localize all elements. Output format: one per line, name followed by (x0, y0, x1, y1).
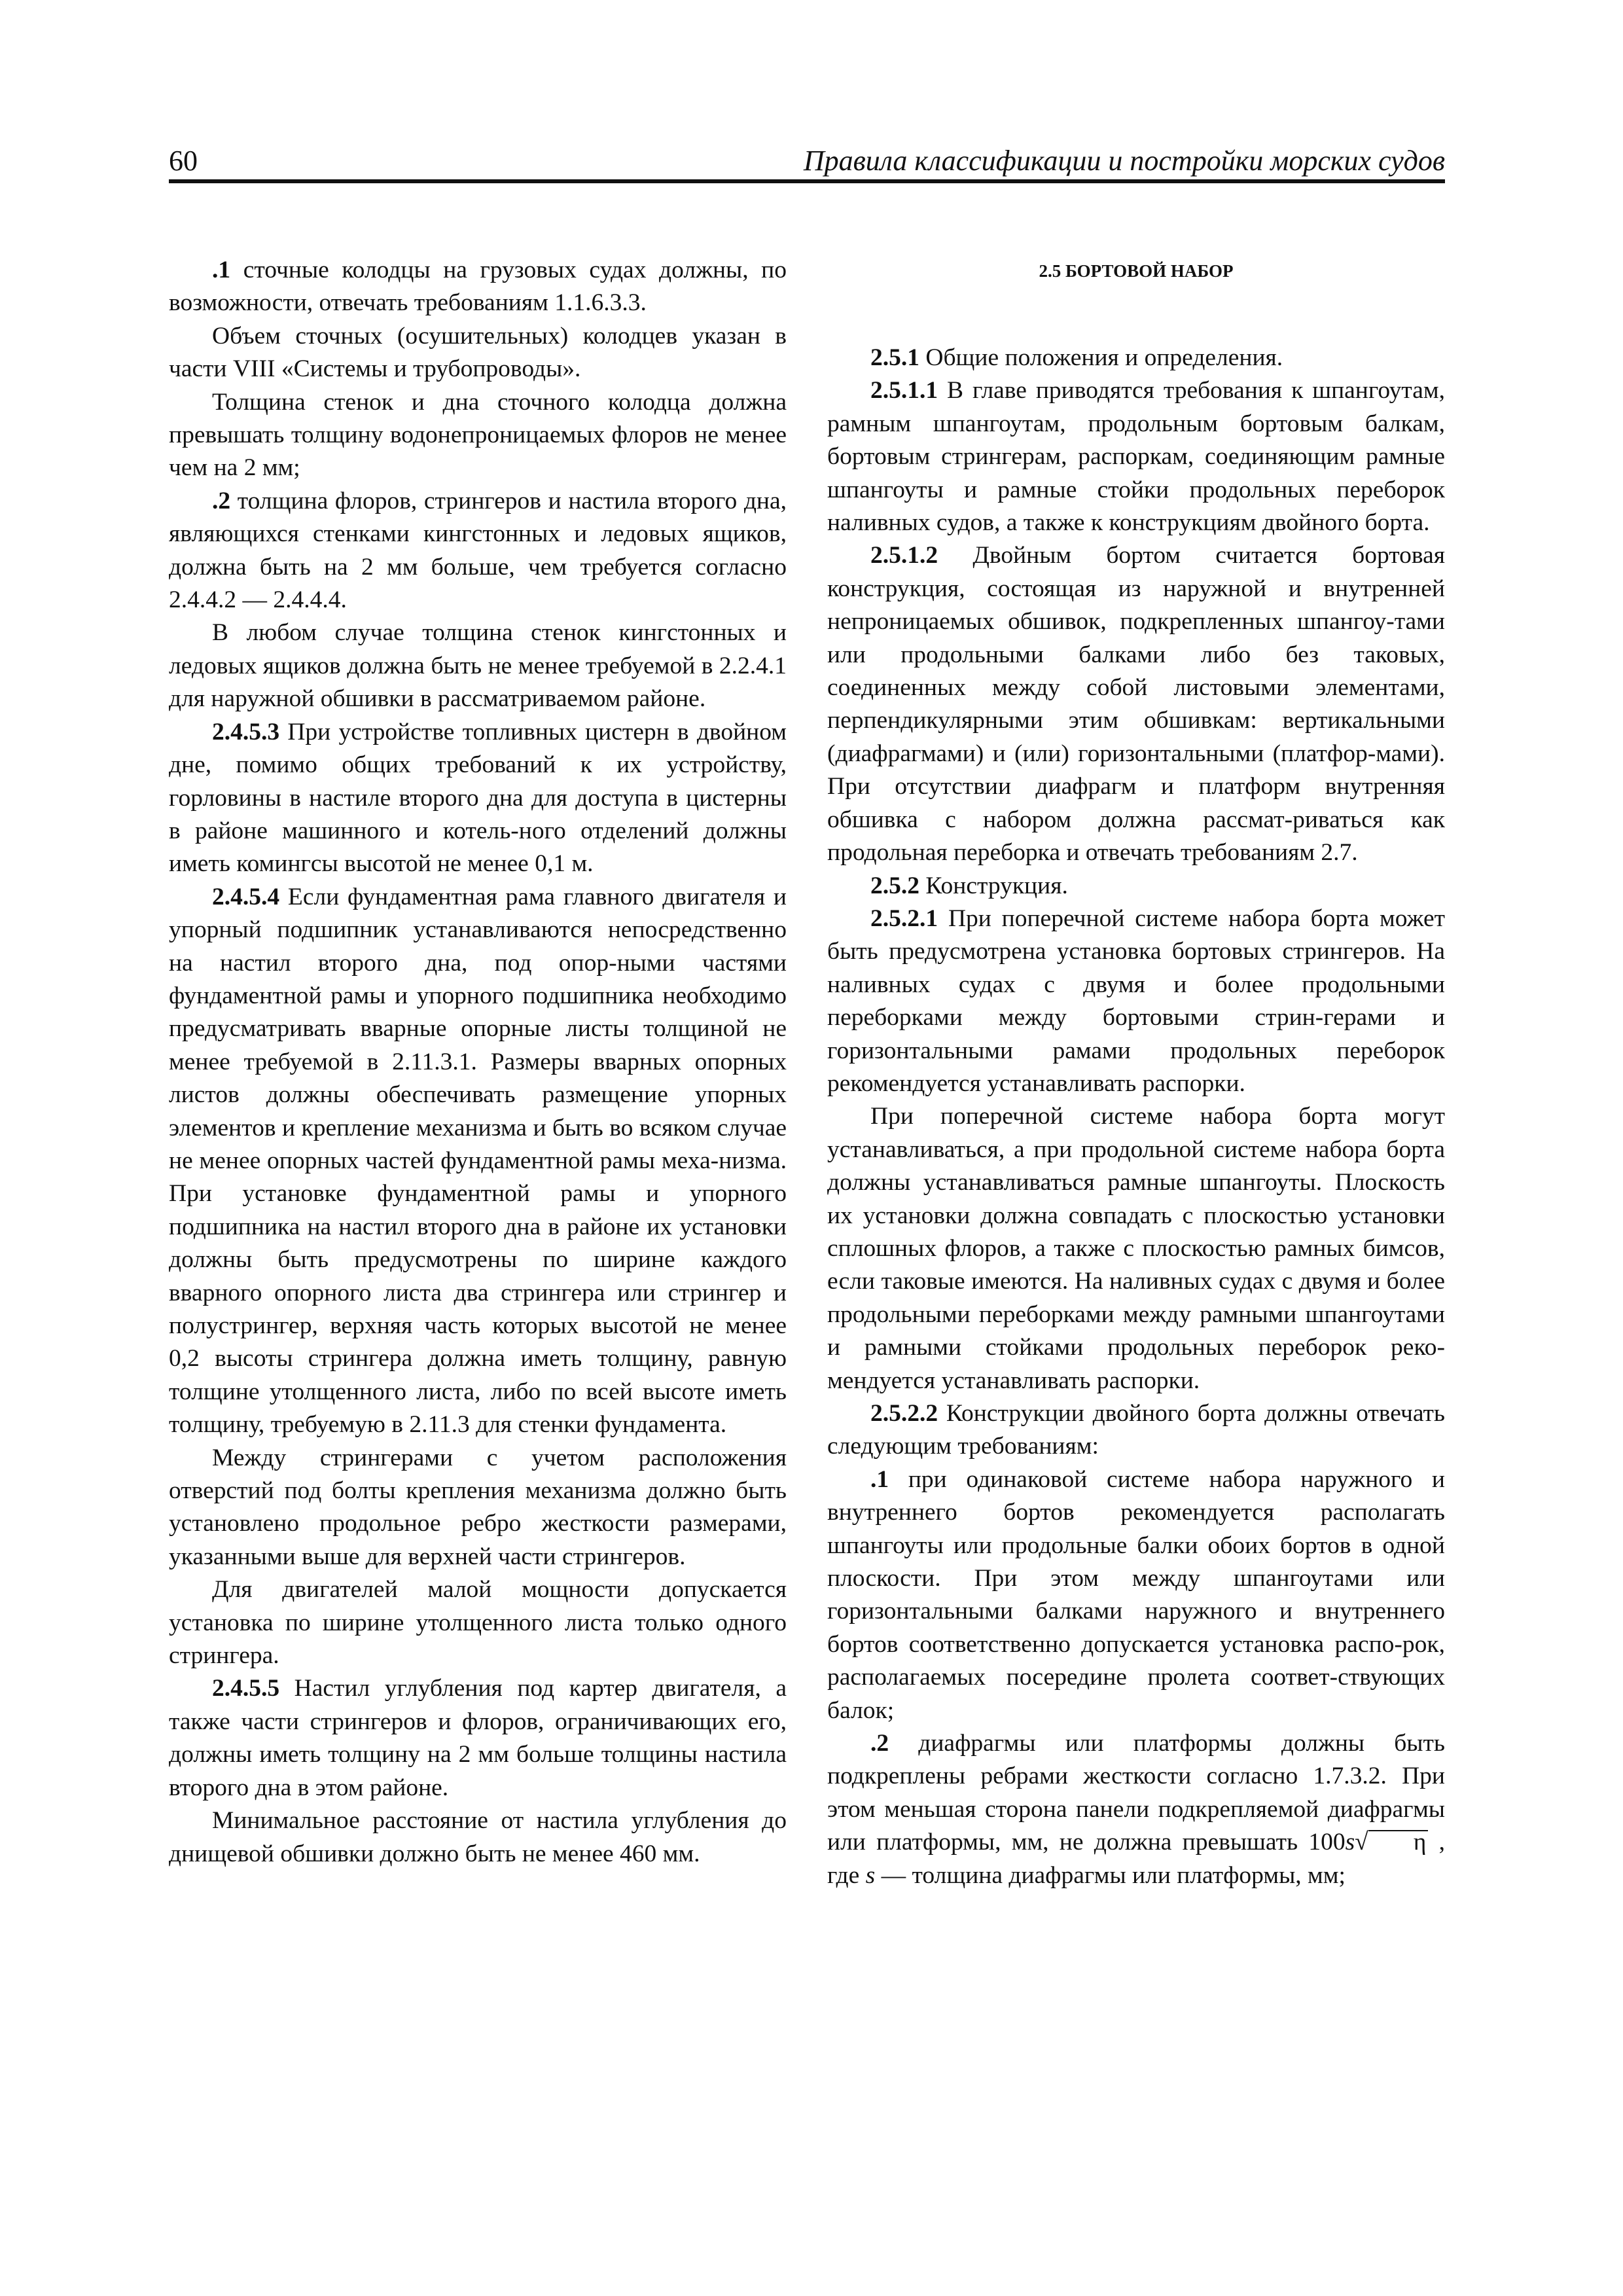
paragraph-text: сточные колодцы на грузовых судах должны, по возможности, отвечать требованиям 1.1.6.3.3. (169, 257, 787, 317)
formula-variable: s (1345, 1829, 1355, 1856)
clause-number: 2.5.2.2 (870, 1400, 938, 1427)
item-number: .1 (212, 257, 231, 283)
paragraph (827, 1727, 1445, 1892)
formula-radicand: η (1368, 1830, 1429, 1854)
section-title: 2.5 БОРТОВОЙ НАБОР (1039, 261, 1234, 281)
sqrt-icon: √ (1355, 1829, 1368, 1856)
paragraph: Между стрингерами с учетом расположения отверстий под болты крепления механизма должно быть установлено продольное ребро жесткости размерами, указанными выше для верхней части стрингеров. (169, 1444, 787, 1570)
item-number: .2 (870, 1730, 889, 1757)
paragraph-text: Настил углубления под картер двигателя, а также части стрингеров и флоров, ограничивающих его, должны иметь толщину на 2 мм больше толщины настила второго дна в этом районе. (169, 1675, 787, 1801)
paragraph (827, 374, 1445, 539)
paragraph-text: , где (827, 1829, 1445, 1889)
paragraph (169, 254, 787, 320)
clause-number: 2.5.1.2 (870, 542, 938, 569)
paragraph: При поперечной системе набора борта могут устанавливаться, а при продольной системе набора борта должны устанавливаться рамные шпангоуты. Плоскость их установки должна совпадать с плоскостью установки сплошных флоров, а также с плоскостью рамных бимсов, если таковые имеются. На наливных судах с двумя и более продольными переборками между рамными шпангоутами и рамными стойками продольных переборок реко-мендуется устанавливать распорки. (827, 1103, 1445, 1394)
formula-coefficient: 100 (1308, 1829, 1346, 1856)
paragraph (169, 881, 787, 1442)
right-column (827, 254, 1445, 1892)
running-title: Правила классификации и постройки морских судов (803, 145, 1445, 177)
paragraph-text: Двойным бортом считается бортовая конструкция, состоящая из наружной и внутренней непроницаемых обшивок, подкрепленных шпангоу-тами или продольными балками либо без таковых, соединенных между собой листовыми элементами, перпендикулярными этим обшивкам: вертикальными (диафрагмами) и (или) горизонтальными (платфор-мами). При отсутствии диафрагм и платформ внутренняя обшивка с набором должна рассмат-риваться как продольная переборка и отвечать требованиям 2.7. (827, 542, 1445, 867)
page-number: 60 (169, 145, 198, 177)
formula-variable: s (865, 1861, 876, 1889)
formula (1308, 1829, 1428, 1856)
clause-number: 2.5.2 (870, 872, 919, 899)
paragraph (827, 342, 1445, 374)
clause-number: 2.4.5.4 (212, 883, 280, 910)
paragraph (827, 1397, 1445, 1463)
paragraph-text: диафрагмы или платформы должны быть подкреплены ребрами жесткости согласно 1.7.3.2. При этом меньшая сторона панели подкрепляемой диафрагмы или платформы, мм, не должна превышать (827, 1730, 1445, 1856)
paragraph-text: при одинаковой системе набора наружного и внутреннего бортов рекомендуется располагать шпангоуты или продольные балки обоих бортов в одной плоскости. При этом между шпангоутами или горизонтальными балками наружного и внутреннего бортов соответственно допускается установка распо-рок, располагаемых посередине пролета соответ-ствующих балок; (827, 1465, 1445, 1724)
clause-number: 2.5.2.1 (870, 905, 938, 932)
item-number: .1 (870, 1465, 889, 1493)
clause-number: 2.4.5.3 (212, 718, 280, 745)
paragraph (169, 485, 787, 617)
paragraph (827, 539, 1445, 869)
clause-number: 2.4.5.5 (212, 1675, 280, 1702)
paragraph-text: Конструкция. (919, 872, 1068, 899)
left-column (169, 254, 787, 1871)
paragraph: Толщина стенок и дна сточного колодца должна превышать толщину водонепроницаемых флоров не менее чем на 2 мм; (169, 388, 787, 482)
paragraph-text: При устройстве топливных цистерн в двойном дне, помимо общих требований к их устройству, горловины в настиле второго дна для доступа в цистерны в районе машинного и котель-ного отделений должны иметь комингсы высотой не менее 0,1 м. (169, 718, 787, 878)
paragraph (827, 1463, 1445, 1727)
paragraph-text: Общие положения и определения. (919, 344, 1283, 371)
clause-number: 2.5.1.1 (870, 377, 938, 404)
paragraph: Для двигателей малой мощности допускается установка по ширине утолщенного листа только одного стрингера. (169, 1576, 787, 1670)
paragraph: Минимальное расстояние от настила углубления до днищевой обшивки должно быть не менее 460 мм. (169, 1807, 787, 1867)
paragraph-text: толщина флоров, стрингеров и настила второго дна, являющихся стенками кингстонных и ледовых ящиков, должна быть на 2 мм больше, чем требуется согласно 2.4.4.2 — 2.4.4.4. (169, 487, 787, 614)
paragraph (827, 870, 1445, 903)
paragraph (169, 716, 787, 881)
paragraph (169, 1672, 787, 1804)
paragraph-text: В главе приводятся требования к шпангоутам, рамным шпангоутам, продольным бортовым балкам, бортовым стрингерам, распоркам, соединяющим рамные шпангоуты и рамные стойки продольных переборок наливных судов, а также к конструкциям двойного борта. (827, 377, 1445, 537)
item-number: .2 (212, 487, 231, 514)
paragraph-text: При поперечной системе набора борта может быть предусмотрена установка бортовых стрингеров. На наливных судах с двумя и более продольными переборками между бортовыми стрин-герами и горизонтальными рамами продольных переборок рекомендуется устанавливать распорки. (827, 905, 1445, 1097)
paragraph: В любом случае толщина стенок кингстонных и ледовых ящиков должна быть не менее требуемой в 2.2.4.1 для наружной обшивки в рассматриваемом районе. (169, 619, 787, 713)
paragraph-text: Если фундаментная рама главного двигателя и упорный подшипник устанавливаются непосредственно на настил второго дна, под опор-ными частями фундаментной рамы и упорного подшипника необходимо предусматривать вварные опорные листы толщиной не менее требуемой в 2.11.3.1. Размеры вварных опорных листов должны обеспечивать размещение упорных элементов и крепление механизма и быть во всяком случае не менее опорных частей фундаментной рамы меха-низма. При установке фундаментной рамы и упорного подшипника на настил второго дна в районе их установки должны быть предусмотрены по ширине каждого вварного опорного листа два стрингера или стрингер и полустрингер, верхняя часть которых высотой не менее 0,2 высоты стрингера должна иметь толщину, равную толщине утолщенного листа, либо по всей высоте иметь толщину, требуемую в 2.11.3 для стенки фундамента. (169, 883, 787, 1439)
page-header (169, 139, 1445, 183)
clause-number: 2.5.1 (870, 344, 919, 371)
paragraph: Объем сточных (осушительных) колодцев указан в части VIII «Системы и трубопроводы». (169, 322, 787, 383)
paragraph-text: — толщина диафрагмы или платформы, мм; (875, 1861, 1346, 1889)
paragraph-text: Конструкции двойного борта должны отвечать следующим требованиям: (827, 1400, 1445, 1460)
paragraph (827, 903, 1445, 1100)
